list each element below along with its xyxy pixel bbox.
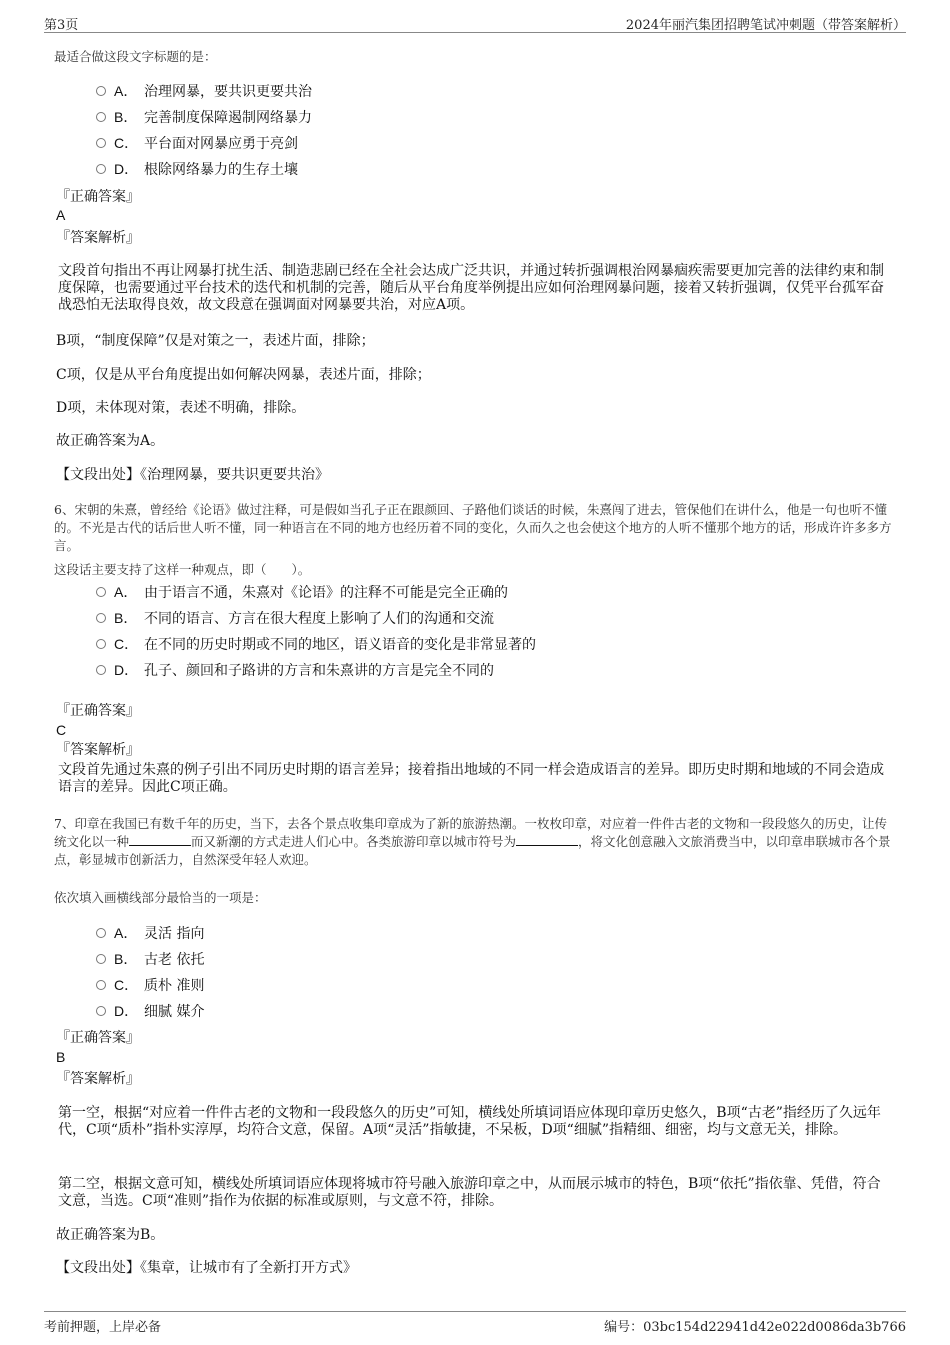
q7-option-d[interactable]: D． 细腻 媒介 [96, 1001, 204, 1021]
q6-answer: C [56, 722, 67, 738]
q7-analysis-second-blank: 第二空，根据文意可知，横线处所填词语应体现将城市符号融入旅游印章之中，从而展示城市的特色，B项“依托”指依靠、凭借，符合文意，当选。C项“准则”指作为依据的标准或原则，与文意不符，排除。 [58, 1176, 881, 1209]
q7-option-c[interactable]: C． 质朴 准则 [96, 975, 204, 995]
q7-prompt: 依次填入画横线部分最恰当的一项是： [54, 890, 267, 905]
q5-prompt: 最适合做这段文字标题的是： [54, 49, 217, 64]
q5-analysis-b: B项，“制度保障”仅是对策之一，表述片面，排除； [56, 333, 375, 349]
q5-option-a[interactable]: A． 治理网暴，要共识更要共治 [96, 81, 312, 101]
q7-source: 【文段出处】《集章，让城市有了全新打开方式》 [56, 1260, 357, 1276]
q5-option-d[interactable]: D． 根除网络暴力的生存土壤 [96, 159, 298, 179]
q6-option-d[interactable]: D． 孔子、颜回和子路讲的方言和朱熹讲的方言是完全不同的 [96, 660, 494, 680]
q6-option-a[interactable]: A． 由于语言不通，朱熹对《论语》的注释不可能是完全正确的 [96, 582, 508, 602]
q6-stem: 6、宋朝的朱熹，曾经给《论语》做过注释，可是假如当孔子正在跟颜回、子路他们谈话的时候，朱熹闯了进去，管保他们在讲什么，他是一句也听不懂的。不光是古代的话后世人听不懂，同一种语言在不同的地方也经历着不同的变化，久而久之也会使这个地方的人听不懂那个地方的话，形成许许多多方言。 [54, 502, 892, 553]
q6-analysis-label: 『答案解析』 [56, 742, 140, 758]
radio-icon[interactable] [96, 587, 106, 597]
q6-option-b[interactable]: B． 不同的语言、方言在很大程度上影响了人们的沟通和交流 [96, 608, 494, 628]
q7-answer-label: 『正确答案』 [56, 1030, 140, 1046]
radio-icon[interactable] [96, 164, 106, 174]
q7-option-a[interactable]: A． 灵活 指向 [96, 923, 204, 943]
q5-answer: A [56, 207, 66, 223]
q5-answer-label: 『正确答案』 [56, 189, 140, 205]
q5-option-b[interactable]: B． 完善制度保障遏制网络暴力 [96, 107, 312, 127]
radio-icon[interactable] [96, 665, 106, 675]
q6-answer-label: 『正确答案』 [56, 703, 140, 719]
q5-analysis-label: 『答案解析』 [56, 230, 140, 246]
radio-icon[interactable] [96, 86, 106, 96]
page-header [44, 12, 906, 33]
page-number: 第3页 [44, 18, 79, 33]
radio-icon[interactable] [96, 928, 106, 938]
q7-conclusion: 故正确答案为B。 [56, 1227, 165, 1243]
q6-prompt: 这段话主要支持了这样一种观点，即（ ）。 [54, 562, 311, 577]
radio-icon[interactable] [96, 613, 106, 623]
q5-analysis-d: D项，未体现对策，表述不明确，排除。 [56, 400, 306, 416]
radio-icon[interactable] [96, 138, 106, 148]
radio-icon[interactable] [96, 980, 106, 990]
page-footer [44, 1311, 906, 1336]
q5-analysis-c: C项，仅是从平台角度提出如何解决网暴，表述片面，排除； [56, 367, 431, 383]
q7-answer: B [56, 1049, 66, 1065]
blank-2 [516, 833, 578, 846]
footer-slogan: 考前押题，上岸必备 [44, 1320, 162, 1335]
document-code: 编号：03bc154d22941d42e022d0086da3b766 [604, 1320, 906, 1335]
blank-1 [129, 833, 191, 846]
radio-icon[interactable] [96, 954, 106, 964]
q6-analysis: 文段首先通过朱熹的例子引出不同历史时期的语言差异；接着指出地域的不同一样会造成语言的差异。即历史时期和地域的不同会造成语言的差异。因此C项正确。 [58, 762, 884, 795]
q5-source: 【文段出处】《治理网暴，要共识更要共治》 [56, 467, 329, 483]
q5-analysis-paragraph: 文段首句指出不再让网暴打扰生活、制造悲剧已经在全社会达成广泛共识，并通过转折强调根治网暴痼疾需要更加完善的法律约束和制度保障，也需要通过平台技术的迭代和机制的完善，随后从平台角度举例提出应如何治理网暴问题，接着又转折强调，仅凭平台孤军奋战恐怕无法取得良效，故文段意在强调面对网暴要共治，对应A项。 [58, 263, 884, 313]
q5-option-c[interactable]: C． 平台面对网暴应勇于亮剑 [96, 133, 298, 153]
radio-icon[interactable] [96, 639, 106, 649]
radio-icon[interactable] [96, 1006, 106, 1016]
q5-conclusion: 故正确答案为A。 [56, 433, 165, 449]
document-title: 2024年丽汽集团招聘笔试冲刺题（带答案解析） [625, 18, 906, 33]
q6-option-c[interactable]: C． 在不同的历史时期或不同的地区，语义语音的变化是非常显著的 [96, 634, 536, 654]
q7-option-b[interactable]: B． 古老 依托 [96, 949, 204, 969]
q7-analysis-first-blank: 第一空，根据“对应着一件件古老的文物和一段段悠久的历史”可知，横线处所填词语应体现印章历史悠久，B项“古老”指经历了久远年代，C项“质朴”指朴实淳厚，均符合文意，保留。A项“灵活”指敏捷，不呆板，D项“细腻”指精细、细密，均与文意无关，排除。 [58, 1105, 881, 1138]
q7-stem: 7、印章在我国已有数千年的历史，当下，去各个景点收集印章成为了新的旅游热潮。一枚枚印章，对应着一件件古老的文物和一段段悠久的历史，让传统文化以一种 而又新潮的方式走进人们心中。各类旅游印章以城市符号为 ，将文化创意融入文旅消费当中，以印章串联城市各个景点，彰显城市创新活力，自然深受年轻人欢迎。 [54, 816, 891, 867]
q7-analysis-label: 『答案解析』 [56, 1071, 140, 1087]
radio-icon[interactable] [96, 112, 106, 122]
